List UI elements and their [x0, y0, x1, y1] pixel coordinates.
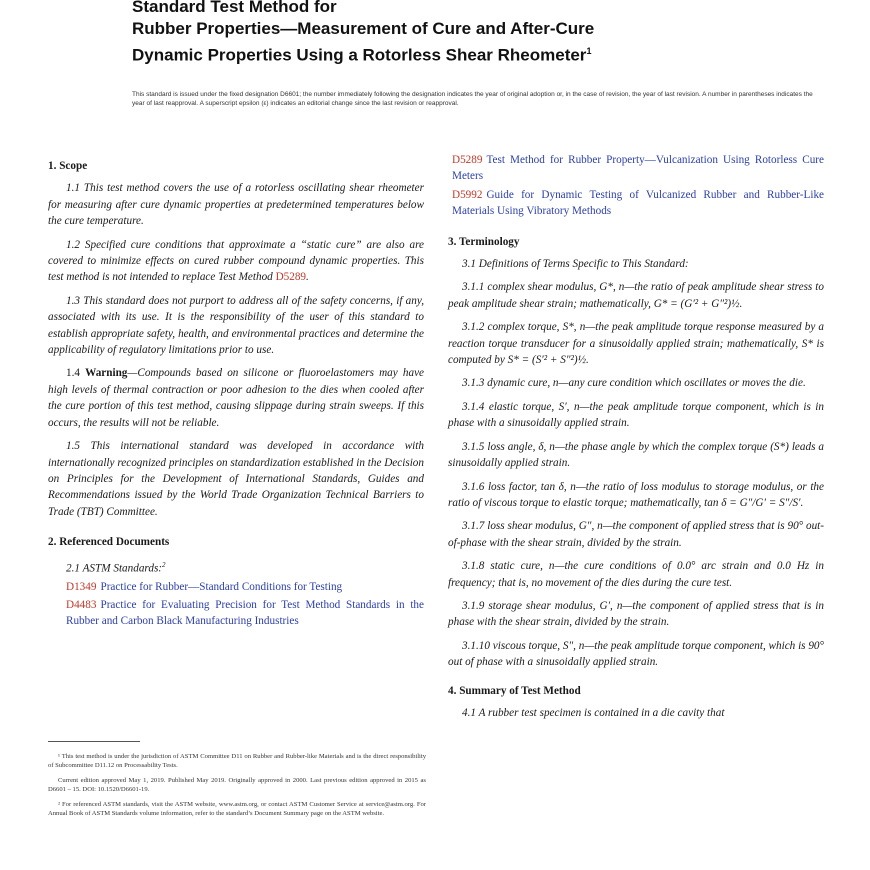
footnote-1: ¹ This test method is under the jurisdiction of ASTM Committee D11 on Rubber and Rubber-like Materials and is the direct responsibility of Subcommittee D11.12 on Processability Tests.	[48, 753, 426, 769]
paragraph-1-2: 1.2 Specified cure conditions that approximate a “static cure” are also are covered to minimize effects on cured rubber compound dynamic properties. This test method is not intended to replace Test Method D5289.	[48, 238, 424, 284]
ref-code[interactable]: D5289	[452, 154, 483, 166]
paragraph-1-2-text: 1.2 Specified cure conditions that approximate a “static cure” are also are covered to minimize effects on cured rubber compound dynamic properties. This test method is not intended to replace Test Method	[48, 238, 424, 284]
ref-title-link[interactable]: Practice for Rubber—Standard Conditions for Testing	[100, 580, 343, 593]
term-3-1-1: 3.1.1 complex shear modulus, G*, n—the ratio of peak amplitude shear stress to peak amplitude shear strain; mathematically, G* = (G′² + G″²)½.	[448, 281, 824, 310]
term-3-1-6: 3.1.6 loss factor, tan δ, n—the ratio of loss modulus to storage modulus, or the ratio of viscous torque to elastic torque; mathematically, tan δ = G″/G′ = S″/S′.	[448, 480, 824, 509]
title-line-3-text: Dynamic Properties Using a Rotorless Shear Rheometer	[132, 45, 587, 65]
section-scope-heading: 1. Scope	[48, 160, 88, 172]
footnote-mark-2: 2	[162, 560, 166, 569]
term-3-1-7: 3.1.7 loss shear modulus, G″, n—the component of applied stress that is 90° out-of-phase with the shear strain, divided by the strain.	[448, 520, 824, 549]
left-column	[48, 150, 424, 632]
paragraph-4-1: 4.1 A rubber test specimen is contained in a die cavity that	[462, 706, 725, 719]
footnotes	[48, 752, 426, 824]
paragraph-2-1	[48, 557, 424, 577]
term-3-1-5: 3.1.5 loss angle, δ, n—the phase angle by which the complex torque (S*) leads a sinusoidally applied strain.	[448, 440, 824, 470]
paragraph-1-5: 1.5 This international standard was developed in accordance with internationally recognized principles on standardization established in the Decision on Principles for the Development of International Standards, Guides and Recommendations issued by the World Trade Organization Technical Barriers to Trade (TBT) Committee.	[48, 440, 424, 518]
ref-link-d5289[interactable]: D5289	[275, 271, 307, 284]
term-3-1-10: 3.1.10 viscous torque, S″, n—the peak amplitude torque component, which is 90° out of phase with a sinusoidally applied strain.	[448, 639, 824, 669]
footnote-2: ² For referenced ASTM standards, visit the ASTM website, www.astm.org, or contact ASTM Customer Service at service@astm.org. For Annual Book of ASTM Standards volume information, refer to the standard’s Document Summary page on the ASTM website.	[48, 801, 426, 817]
term-3-1-8: 3.1.8 static cure, n—the cure conditions of 0.0° arc strain and 0.0 Hz in frequency; that is, no movement of the dies during the cure test.	[448, 560, 824, 589]
ref-code[interactable]: D4483	[66, 599, 97, 612]
title-footnote-mark: 1	[586, 46, 592, 56]
paragraph-1-4-text: —Compounds based on silicone or fluoroelastomers may have high levels of thermal contraction or poor adhesion to the dies when cooled after the cure portion of this test method, causing slippage during strain sweeps. If this occurs, the results will not be reliable.	[48, 367, 424, 429]
paragraph-1-1: 1.1 This test method covers the use of a rotorless oscillating shear rheometer for measuring after cure dynamic properties at predetermined temperatures below the cure temperature.	[48, 182, 424, 228]
ref-code[interactable]: D5992	[452, 188, 483, 201]
term-3-1-4: 3.1.4 elastic torque, S′, n—the peak amplitude torque component, which is in phase with a sinusoidally applied strain.	[448, 400, 824, 430]
reference-item	[66, 579, 424, 595]
paragraph-1-4	[48, 365, 424, 431]
ref-code[interactable]: D1349	[66, 580, 97, 593]
section-referenced-documents-heading: 2. Referenced Documents	[48, 536, 170, 549]
reference-item	[452, 187, 824, 220]
warning-label: Warning	[85, 367, 128, 380]
document-header	[132, 0, 832, 67]
designation-notice: This standard is issued under the fixed designation D6601; the number immediately following the designation indicates the year of original adoption or, in the case of revision, the year of last revision. A number in parentheses indicates the year of last reapproval. A superscript epsilon (ε) indicates an editorial change since the last revision or reapproval.	[132, 91, 813, 107]
right-column	[448, 152, 824, 728]
term-3-1-9: 3.1.9 storage shear modulus, G′, n—the component of applied stress that is in phase with the shear strain, divided by the strain.	[448, 599, 824, 629]
title-line-1: Standard Test Method for	[132, 0, 337, 16]
footnote-separator	[48, 741, 140, 742]
reference-item	[66, 597, 424, 630]
ref-title-link[interactable]: Test Method for Rubber Property—Vulcanization Using Rotorless Cure Meters	[452, 154, 824, 183]
footnote-1-edition: Current edition approved May 1, 2019. Published May 2019. Originally approved in 2000. Last previous edition approved in 2015 as D6601 – 15. DOI: 10.1520/D6601-19.	[48, 777, 426, 793]
ref-title-link[interactable]: Guide for Dynamic Testing of Vulcanized Rubber and Rubber-Like Materials Using Vibratory Methods	[452, 188, 824, 218]
reference-item	[452, 152, 824, 185]
title-line-3	[132, 40, 832, 67]
paragraph-1-3: 1.3 This standard does not purport to address all of the safety concerns, if any, associated with its use. It is the responsibility of the user of this standard to establish appropriate safety, health, and environmental practices and determine the applicability of regulatory limitations prior to use.	[48, 294, 424, 357]
paragraph-2-1-text: 2.1 ASTM Standards:	[66, 562, 163, 575]
paragraph-1-4-number: 1.4	[66, 367, 80, 380]
ref-title-link[interactable]: Practice for Evaluating Precision for Test Method Standards in the Rubber and Carbon Black Manufacturing Industries	[66, 599, 424, 628]
term-3-1-2: 3.1.2 complex torque, S*, n—the peak amplitude torque response measured by a reaction torque transducer for a sinusoidally applied strain; mathematically, S* is computed by S* = (S′² + S″²)½.	[448, 321, 824, 367]
term-3-1-3: 3.1.3 dynamic cure, n—any cure condition which oscillates or moves the die.	[462, 377, 806, 390]
section-terminology-heading: 3. Terminology	[448, 235, 520, 248]
term-3-1: 3.1 Definitions of Terms Specific to This Standard:	[462, 258, 689, 271]
section-summary-heading: 4. Summary of Test Method	[448, 684, 581, 697]
title-line-2: Rubber Properties—Measurement of Cure and After-Cure	[132, 19, 595, 38]
